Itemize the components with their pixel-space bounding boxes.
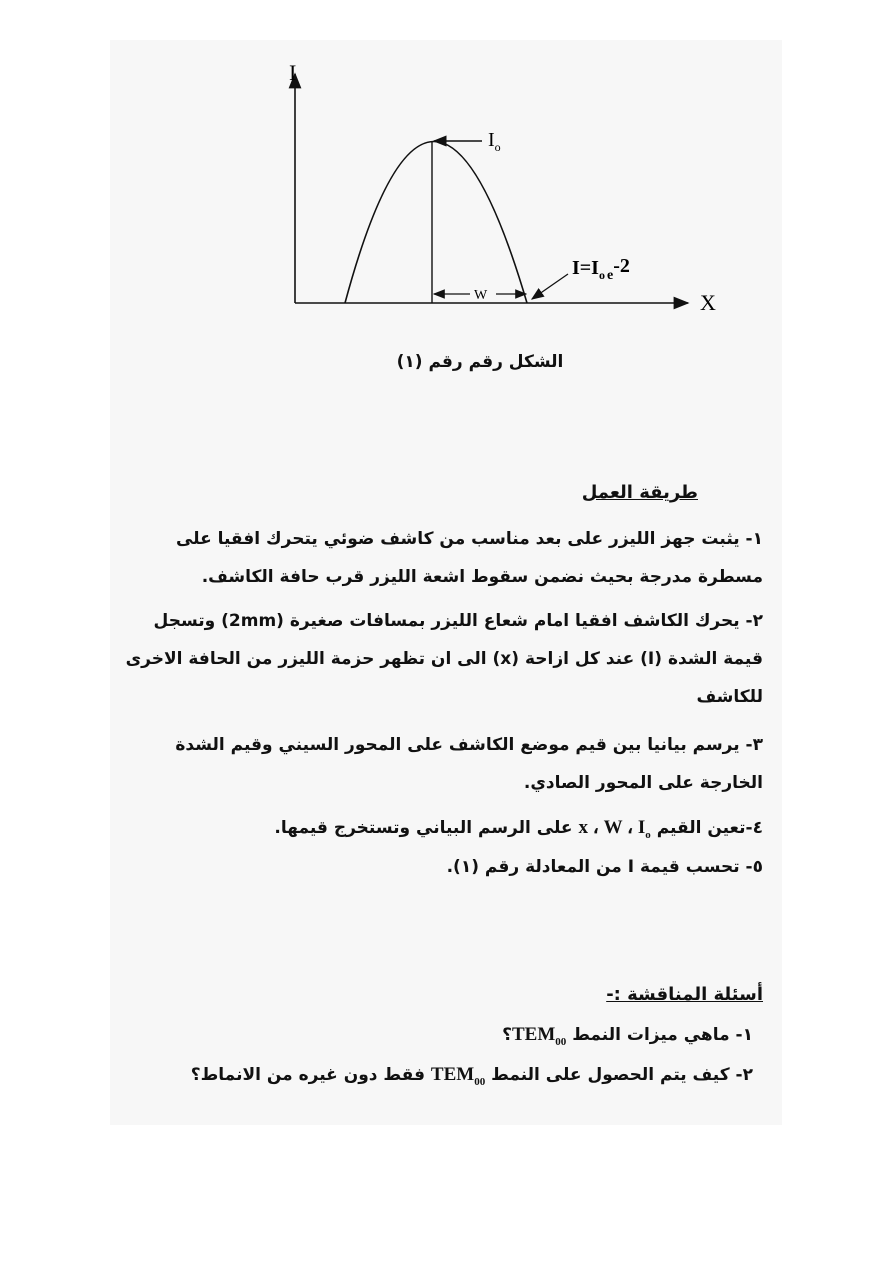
step-4-symbols: x ، W ، $I_o$ bbox=[578, 817, 651, 841]
procedure-heading: طريقة العمل bbox=[581, 482, 698, 503]
step-4-prefix: ٤-تعين القيم bbox=[656, 818, 763, 838]
procedure-step-1: ١- يثبت جهز الليزر على بعد مناسب من كاشف ضوئي يتحرك افقيا على مسطرة مدرجة بحيث نضمن سقوط اشعة الليزر قرب حافة الكاشف. bbox=[175, 529, 763, 587]
figure-caption: الشكل رقم رقم (١) bbox=[396, 352, 564, 372]
width-label: W bbox=[474, 288, 488, 303]
procedure-step-2: ٢- يحرك الكاشف افقيا امام شعاع الليزر بمسافات صغيرة (2mm) وتسجل قيمة الشدة (I) عند كل ازاحة (x) الى ان تظهر حزمة الليزر من الحافة الاخرى للكاشف bbox=[125, 611, 763, 707]
x-axis-label: X bbox=[700, 290, 716, 315]
y-axis-label: I bbox=[289, 60, 297, 85]
discussion-question-2: ٢- كيف يتم الحصول على النمط $TEM_{00}$ فقط دون غيره من الانماط؟ bbox=[190, 1064, 753, 1088]
discussion-question-1: ١- ماهي ميزات النمط $TEM_{00}؟$ bbox=[502, 1024, 753, 1048]
discussion-heading: أسئلة المناقشة :- bbox=[606, 984, 763, 1005]
edge-pointer-arrow bbox=[532, 274, 568, 299]
intensity-profile-figure bbox=[0, 0, 893, 360]
edge-intensity-label: $I=I_o$ e-2 bbox=[572, 255, 630, 283]
step-4-suffix: على الرسم البياني وتستخرج قيمها. bbox=[274, 818, 573, 838]
intensity-curve bbox=[345, 142, 527, 304]
procedure-step-3: ٣- يرسم بيانيا بين قيم موضع الكاشف على المحور السيني وقيم الشدة الخارجة على المحور الصادي. bbox=[175, 735, 763, 793]
peak-label: $I_o$ bbox=[488, 129, 501, 154]
procedure-step-4 bbox=[123, 816, 763, 841]
procedure-step-5: ٥- تحسب قيمة I من المعادلة رقم (١). bbox=[446, 857, 763, 877]
